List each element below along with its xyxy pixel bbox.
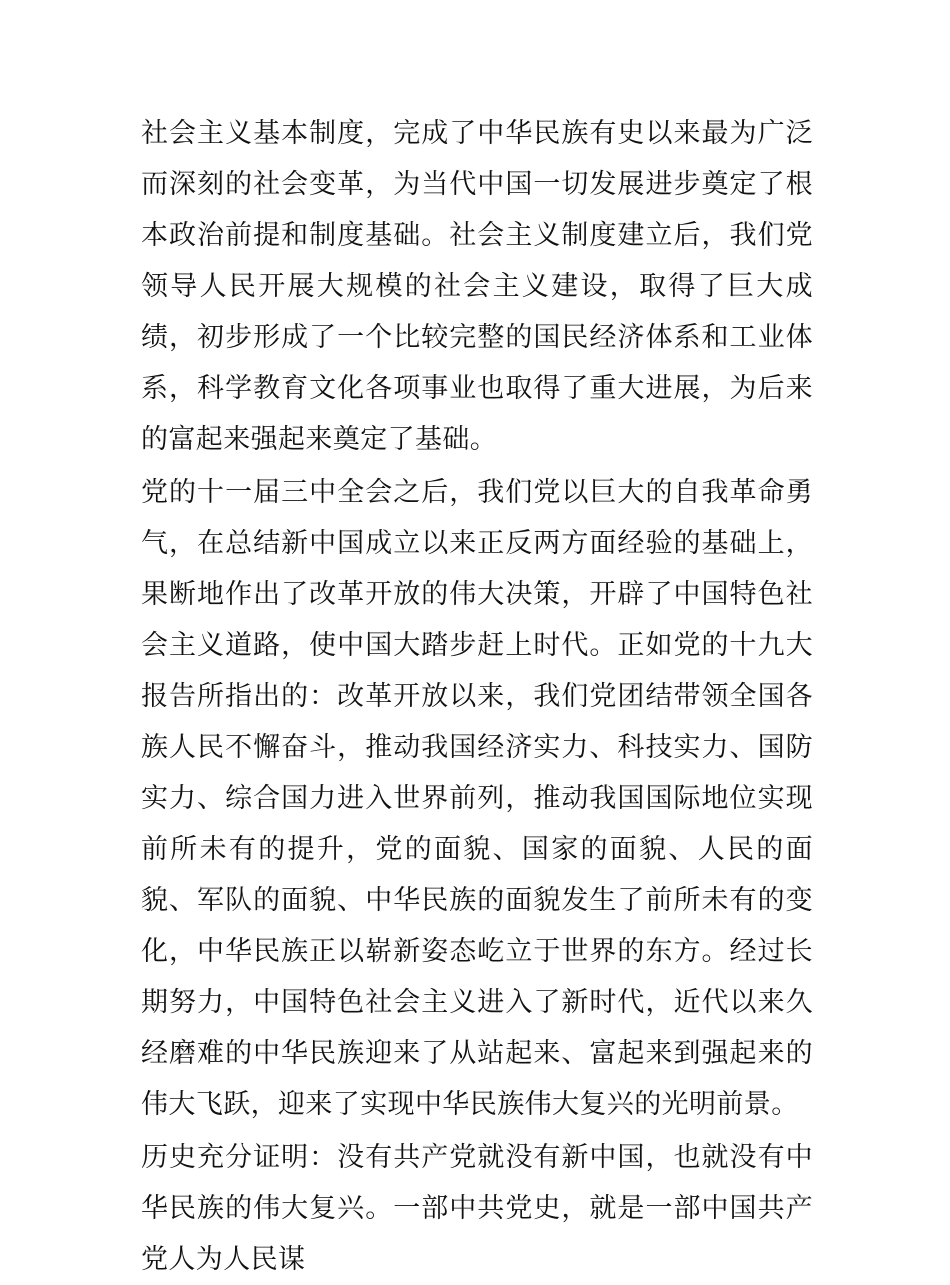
paragraph-reform-and-opening: 党的十一届三中全会之后，我们党以巨大的自我革命勇气，在总结新中国成立以来正反两方面经验的基础上，果断地作出了改革开放的伟大决策，开辟了中国特色社会主义道路，使中国大踏步赶上时代。正如党的十九大报告所指出的：改革开放以来，我们党团结带领全国各族人民不懈奋斗，推动我国经济实力、科技实力、国防实力、综合国力进入世界前列，推动我国国际地位实现前所未有的提升，党的面貌、国家的面貌、人民的面貌、军队的面貌、中华民族的面貌发生了前所未有的变化，中华民族正以崭新姿态屹立于世界的东方。经过长期努力，中国特色社会主义进入了新时代，近代以来久经磨难的中华民族迎来了从站起来、富起来到强起来的伟大飞跃，迎来了实现中华民族伟大复兴的光明前景。 [141, 477, 813, 1120]
document-body [141, 108, 813, 1285]
paragraph-history-proves: 历史充分证明：没有共产党就没有新中国，也就没有中华民族的伟大复兴。一部中共党史，就是一部中国共产党人为人民谋 [141, 1142, 813, 1275]
paragraph-socialist-system: 社会主义基本制度，完成了中华民族有史以来最为广泛而深刻的社会变革，为当代中国一切发展进步奠定了根本政治前提和制度基础。社会主义制度建立后，我们党领导人民开展大规模的社会主义建设，取得了巨大成绩，初步形成了一个比较完整的国民经济体系和工业体系，科学教育文化各项事业也取得了重大进展，为后来的富起来强起来奠定了基础。 [141, 118, 813, 455]
